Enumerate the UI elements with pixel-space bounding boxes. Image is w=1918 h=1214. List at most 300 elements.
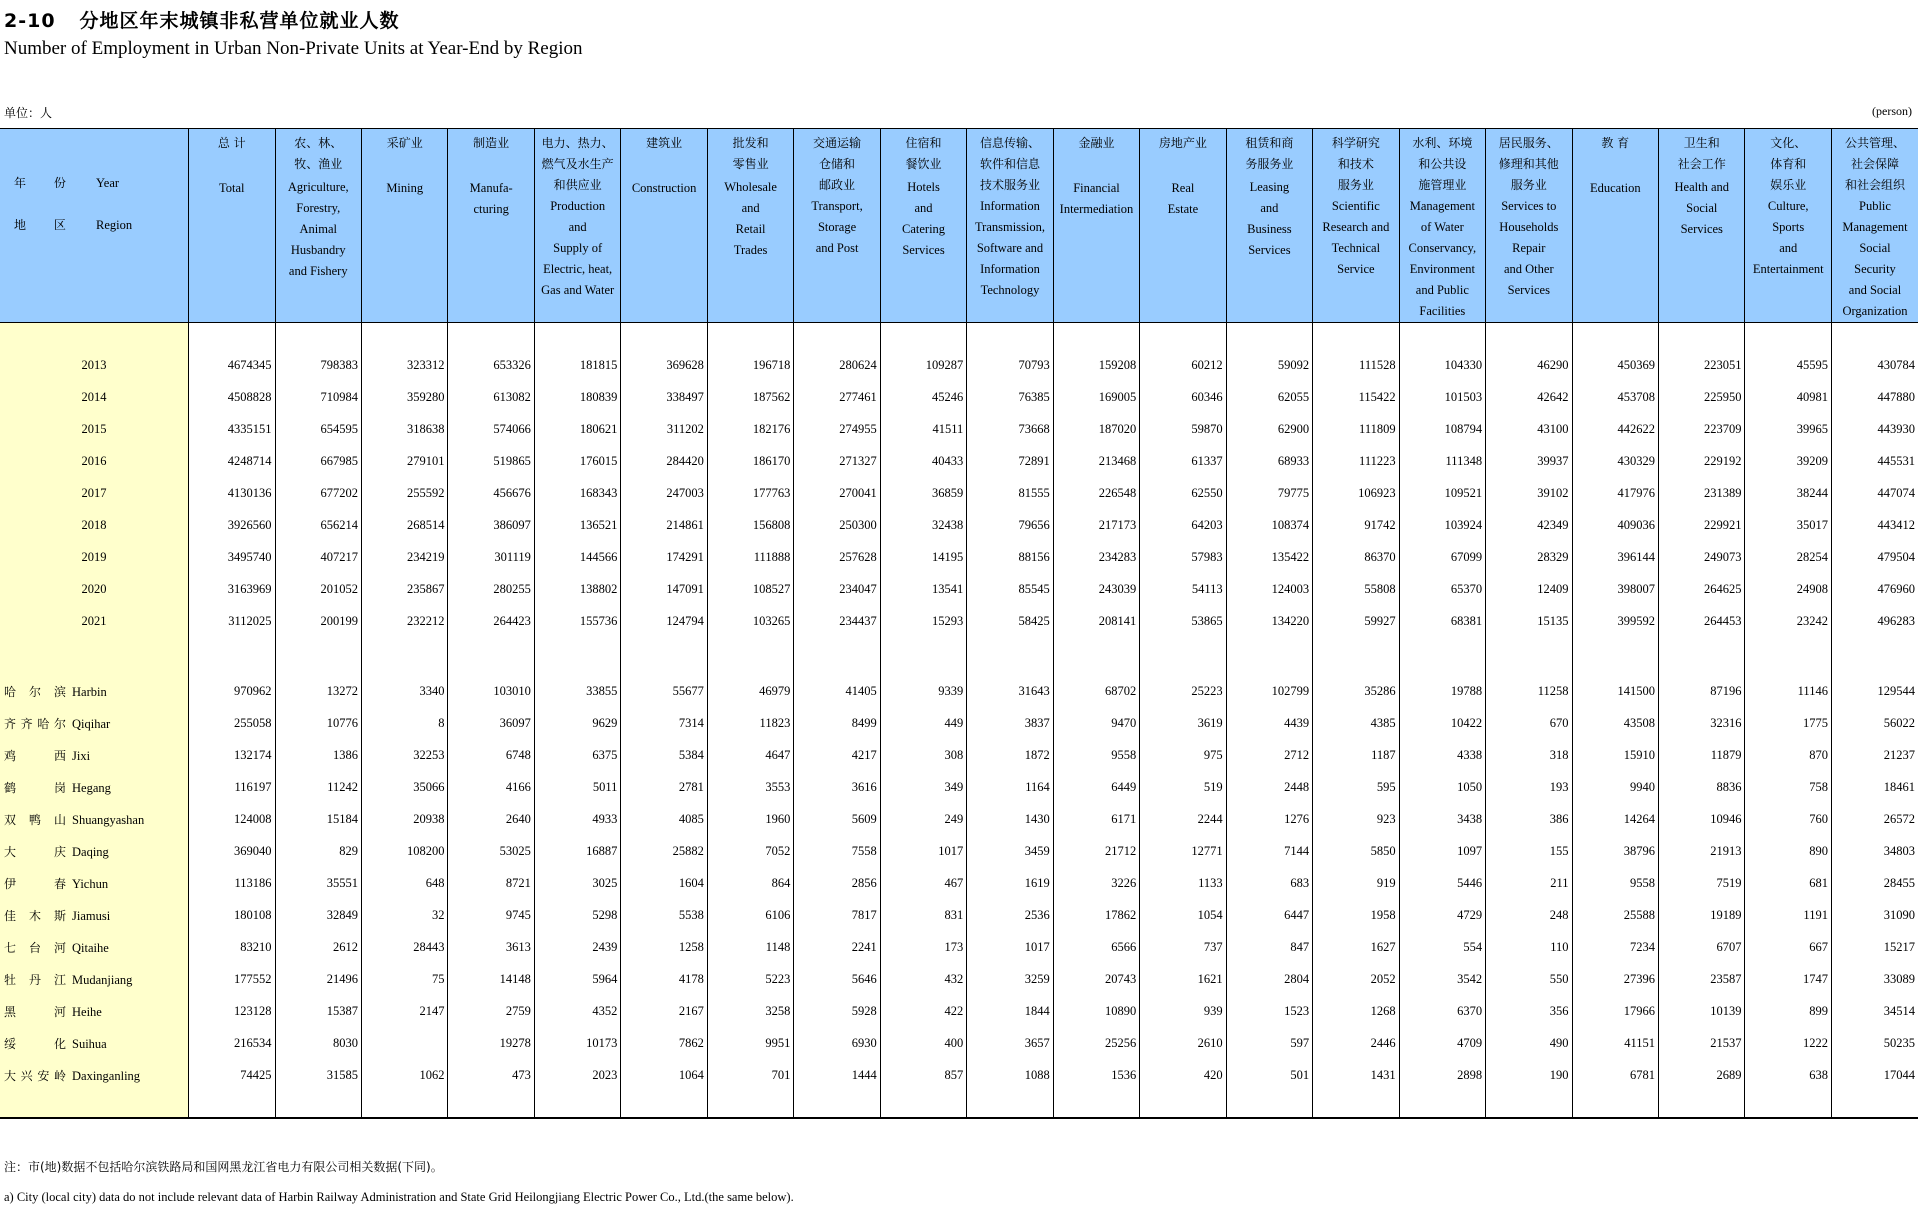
value-cell: 39102 <box>1486 477 1572 509</box>
value-cell: 108374 <box>1226 509 1312 541</box>
empty-cell <box>1745 637 1831 675</box>
empty-cell <box>0 1091 189 1118</box>
value-cell: 32253 <box>361 739 447 771</box>
empty-cell <box>189 637 275 675</box>
table-row <box>0 413 1918 445</box>
value-cell: 3112025 <box>189 605 275 637</box>
value-cell: 6449 <box>1053 771 1139 803</box>
table-row <box>0 867 1918 899</box>
empty-cell <box>1486 323 1572 350</box>
value-cell: 4217 <box>794 739 880 771</box>
value-cell: 249 <box>880 803 966 835</box>
value-cell: 554 <box>1399 931 1485 963</box>
value-cell: 356 <box>1486 995 1572 1027</box>
value-cell: 1621 <box>1140 963 1226 995</box>
value-cell: 229921 <box>1659 509 1745 541</box>
spacer-row <box>0 1091 1918 1118</box>
value-cell: 6707 <box>1659 931 1745 963</box>
value-cell: 399592 <box>1572 605 1658 637</box>
value-cell: 68702 <box>1053 675 1139 707</box>
value-cell: 19189 <box>1659 899 1745 931</box>
value-cell: 42349 <box>1486 509 1572 541</box>
region-name-cn: 齐齐哈尔 <box>4 716 66 731</box>
value-cell: 60212 <box>1140 349 1226 381</box>
value-cell: 111809 <box>1313 413 1399 445</box>
column-header-en: Culture, Sports and Entertainment <box>1752 199 1824 276</box>
column-header-cn: 金融业 <box>1078 136 1115 150</box>
value-cell: 91742 <box>1313 509 1399 541</box>
value-cell: 613082 <box>448 381 534 413</box>
empty-cell <box>621 1091 707 1118</box>
value-cell: 2167 <box>621 995 707 1027</box>
column-header <box>621 129 707 323</box>
value-cell: 10776 <box>275 707 361 739</box>
value-cell: 2147 <box>361 995 447 1027</box>
value-cell: 38244 <box>1745 477 1831 509</box>
region-cell <box>0 995 189 1027</box>
value-cell: 5850 <box>1313 835 1399 867</box>
table-row <box>0 381 1918 413</box>
value-cell: 14195 <box>880 541 966 573</box>
value-cell: 85545 <box>967 573 1053 605</box>
year-cell <box>0 509 189 541</box>
empty-cell <box>534 323 620 350</box>
header-year-en: Year <box>96 176 120 190</box>
value-cell: 247003 <box>621 477 707 509</box>
region-name-cn: 大庆 <box>4 844 66 859</box>
value-cell: 64203 <box>1140 509 1226 541</box>
empty-cell <box>1140 637 1226 675</box>
value-cell: 923 <box>1313 803 1399 835</box>
value-cell: 53865 <box>1140 605 1226 637</box>
value-cell: 72891 <box>967 445 1053 477</box>
value-cell: 115422 <box>1313 381 1399 413</box>
column-header <box>707 129 793 323</box>
column-header-en: Construction <box>631 181 697 195</box>
value-cell: 111348 <box>1399 445 1485 477</box>
value-cell: 124003 <box>1226 573 1312 605</box>
empty-cell <box>1486 637 1572 675</box>
value-cell: 9745 <box>448 899 534 931</box>
value-cell: 200199 <box>275 605 361 637</box>
value-cell: 109287 <box>880 349 966 381</box>
value-cell: 939 <box>1140 995 1226 1027</box>
table-row <box>0 931 1918 963</box>
value-cell: 1050 <box>1399 771 1485 803</box>
region-name-cn: 鹤岗 <box>4 780 66 795</box>
value-cell: 670 <box>1486 707 1572 739</box>
value-cell: 268514 <box>361 509 447 541</box>
region-name-cn: 黑河 <box>4 1004 66 1019</box>
value-cell: 1133 <box>1140 867 1226 899</box>
value-cell: 1148 <box>707 931 793 963</box>
value-cell: 2446 <box>1313 1027 1399 1059</box>
value-cell: 11146 <box>1745 675 1831 707</box>
value-cell: 20938 <box>361 803 447 835</box>
value-cell: 2439 <box>534 931 620 963</box>
value-cell: 479504 <box>1831 541 1918 573</box>
value-cell: 7862 <box>621 1027 707 1059</box>
value-cell: 11258 <box>1486 675 1572 707</box>
value-cell: 257628 <box>794 541 880 573</box>
value-cell: 38796 <box>1572 835 1658 867</box>
value-cell: 11823 <box>707 707 793 739</box>
value-cell: 456676 <box>448 477 534 509</box>
value-cell: 9940 <box>1572 771 1658 803</box>
empty-cell <box>1053 637 1139 675</box>
value-cell: 677202 <box>275 477 361 509</box>
value-cell: 6370 <box>1399 995 1485 1027</box>
value-cell: 2241 <box>794 931 880 963</box>
value-cell: 7052 <box>707 835 793 867</box>
column-header-cn: 卫生和 社会工作 <box>1677 136 1726 171</box>
value-cell: 445531 <box>1831 445 1918 477</box>
region-name-en: Suihua <box>72 1036 107 1051</box>
value-cell: 386 <box>1486 803 1572 835</box>
value-cell: 831 <box>880 899 966 931</box>
value-cell: 1097 <box>1399 835 1485 867</box>
value-cell: 28455 <box>1831 867 1918 899</box>
empty-cell <box>534 1091 620 1118</box>
value-cell: 177763 <box>707 477 793 509</box>
value-cell: 15293 <box>880 605 966 637</box>
value-cell: 2898 <box>1399 1059 1485 1091</box>
value-cell: 4085 <box>621 803 707 835</box>
year-cell <box>0 445 189 477</box>
column-header <box>880 129 966 323</box>
value-cell: 32438 <box>880 509 966 541</box>
value-cell: 173 <box>880 931 966 963</box>
column-header-en: Management of Water Conservancy, Environment and Public Facilities <box>1408 199 1477 318</box>
value-cell: 15184 <box>275 803 361 835</box>
column-header-en: Scientific Research and Technical Service <box>1322 199 1390 276</box>
value-cell: 41511 <box>880 413 966 445</box>
value-cell: 1431 <box>1313 1059 1399 1091</box>
value-cell: 21537 <box>1659 1027 1745 1059</box>
value-cell: 1430 <box>967 803 1053 835</box>
value-cell: 3258 <box>707 995 793 1027</box>
value-cell: 79775 <box>1226 477 1312 509</box>
value-cell: 857 <box>880 1059 966 1091</box>
value-cell: 249073 <box>1659 541 1745 573</box>
value-cell: 129544 <box>1831 675 1918 707</box>
value-cell: 3259 <box>967 963 1053 995</box>
value-cell: 1960 <box>707 803 793 835</box>
empty-cell <box>707 1091 793 1118</box>
column-header <box>1745 129 1831 323</box>
empty-cell <box>448 637 534 675</box>
column-header-cn: 水利、环境 和公共设 施管理业 <box>1412 136 1473 192</box>
value-cell: 106923 <box>1313 477 1399 509</box>
value-cell: 59092 <box>1226 349 1312 381</box>
value-cell: 443930 <box>1831 413 1918 445</box>
value-cell: 8499 <box>794 707 880 739</box>
value-cell: 62055 <box>1226 381 1312 413</box>
value-cell: 10139 <box>1659 995 1745 1027</box>
value-cell: 116197 <box>189 771 275 803</box>
value-cell: 21913 <box>1659 835 1745 867</box>
column-header <box>1659 129 1745 323</box>
column-header <box>1313 129 1399 323</box>
value-cell: 6930 <box>794 1027 880 1059</box>
header-region-en: Region <box>96 218 133 232</box>
value-cell: 32849 <box>275 899 361 931</box>
value-cell: 422 <box>880 995 966 1027</box>
value-cell: 2689 <box>1659 1059 1745 1091</box>
value-cell: 274955 <box>794 413 880 445</box>
value-cell: 109521 <box>1399 477 1485 509</box>
column-header-en: Real Estate <box>1167 181 1199 216</box>
empty-cell <box>967 323 1053 350</box>
unit-label-en: (person) <box>1872 104 1912 118</box>
value-cell: 890 <box>1745 835 1831 867</box>
region-name-en: Mudanjiang <box>72 972 133 987</box>
value-cell: 123128 <box>189 995 275 1027</box>
empty-cell <box>1831 323 1918 350</box>
value-cell: 3025 <box>534 867 620 899</box>
value-cell: 108794 <box>1399 413 1485 445</box>
value-cell: 226548 <box>1053 477 1139 509</box>
value-cell: 67099 <box>1399 541 1485 573</box>
value-cell: 9558 <box>1572 867 1658 899</box>
value-cell: 2448 <box>1226 771 1312 803</box>
value-cell: 234047 <box>794 573 880 605</box>
value-cell: 264423 <box>448 605 534 637</box>
value-cell: 4647 <box>707 739 793 771</box>
value-cell: 40433 <box>880 445 966 477</box>
value-cell: 43508 <box>1572 707 1658 739</box>
empty-cell <box>1659 637 1745 675</box>
column-header-en: Hotels and Catering Services <box>902 180 946 257</box>
header-year-cn: 年 份 <box>14 176 78 190</box>
empty-cell <box>794 637 880 675</box>
value-cell: 3616 <box>794 771 880 803</box>
value-cell: 23587 <box>1659 963 1745 995</box>
value-cell: 54113 <box>1140 573 1226 605</box>
value-cell: 232212 <box>361 605 447 637</box>
year-label: 2014 <box>81 389 107 404</box>
value-cell: 648 <box>361 867 447 899</box>
value-cell: 28443 <box>361 931 447 963</box>
value-cell: 12771 <box>1140 835 1226 867</box>
column-header-cn: 建筑业 <box>646 136 683 150</box>
value-cell: 7234 <box>1572 931 1658 963</box>
empty-cell <box>1486 1091 1572 1118</box>
empty-cell <box>967 1091 1053 1118</box>
value-cell: 5011 <box>534 771 620 803</box>
value-cell: 25256 <box>1053 1027 1139 1059</box>
header-row <box>0 129 1918 323</box>
year-label: 2013 <box>81 357 107 372</box>
empty-cell <box>880 1091 966 1118</box>
value-cell: 847 <box>1226 931 1312 963</box>
empty-cell <box>880 637 966 675</box>
region-cell <box>0 803 189 835</box>
table-row <box>0 675 1918 707</box>
value-cell: 386097 <box>448 509 534 541</box>
value-cell: 3613 <box>448 931 534 963</box>
empty-cell <box>448 1091 534 1118</box>
region-cell <box>0 899 189 931</box>
value-cell: 420 <box>1140 1059 1226 1091</box>
value-cell: 41151 <box>1572 1027 1658 1059</box>
value-cell: 234437 <box>794 605 880 637</box>
value-cell: 349 <box>880 771 966 803</box>
value-cell: 17862 <box>1053 899 1139 931</box>
value-cell: 409036 <box>1572 509 1658 541</box>
value-cell: 4729 <box>1399 899 1485 931</box>
value-cell: 2610 <box>1140 1027 1226 1059</box>
value-cell: 27396 <box>1572 963 1658 995</box>
empty-cell <box>189 1091 275 1118</box>
empty-cell <box>275 637 361 675</box>
region-name-cn: 佳木斯 <box>4 908 66 923</box>
column-header-en: Total <box>219 181 245 195</box>
value-cell: 597 <box>1226 1027 1312 1059</box>
value-cell: 87196 <box>1659 675 1745 707</box>
value-cell: 60346 <box>1140 381 1226 413</box>
year-label: 2017 <box>81 485 107 500</box>
value-cell: 53025 <box>448 835 534 867</box>
column-header <box>534 129 620 323</box>
value-cell: 2640 <box>448 803 534 835</box>
value-cell: 111888 <box>707 541 793 573</box>
value-cell: 32316 <box>1659 707 1745 739</box>
table-body <box>0 323 1918 1119</box>
value-cell: 15387 <box>275 995 361 1027</box>
value-cell: 11242 <box>275 771 361 803</box>
value-cell: 8030 <box>275 1027 361 1059</box>
value-cell: 10946 <box>1659 803 1745 835</box>
value-cell: 180108 <box>189 899 275 931</box>
spacer-row <box>0 323 1918 350</box>
value-cell: 56022 <box>1831 707 1918 739</box>
table-row <box>0 1027 1918 1059</box>
empty-cell <box>1313 1091 1399 1118</box>
value-cell: 25223 <box>1140 675 1226 707</box>
value-cell: 396144 <box>1572 541 1658 573</box>
value-cell: 519865 <box>448 445 534 477</box>
empty-cell <box>1572 637 1658 675</box>
value-cell: 15135 <box>1486 605 1572 637</box>
value-cell: 144566 <box>534 541 620 573</box>
region-cell <box>0 1059 189 1091</box>
value-cell: 1775 <box>1745 707 1831 739</box>
value-cell: 4352 <box>534 995 620 1027</box>
empty-cell <box>707 323 793 350</box>
value-cell: 1523 <box>1226 995 1312 1027</box>
value-cell: 83210 <box>189 931 275 963</box>
table-row <box>0 963 1918 995</box>
value-cell: 280624 <box>794 349 880 381</box>
value-cell: 103265 <box>707 605 793 637</box>
value-cell: 42642 <box>1486 381 1572 413</box>
value-cell: 318638 <box>361 413 447 445</box>
value-cell: 110 <box>1486 931 1572 963</box>
spacer-row <box>0 637 1918 675</box>
region-name-cn: 大兴安岭 <box>4 1068 66 1083</box>
year-label: 2018 <box>81 517 107 532</box>
value-cell: 9629 <box>534 707 620 739</box>
value-cell: 13272 <box>275 675 361 707</box>
value-cell: 250300 <box>794 509 880 541</box>
region-cell <box>0 739 189 771</box>
value-cell: 182176 <box>707 413 793 445</box>
value-cell: 4439 <box>1226 707 1312 739</box>
value-cell: 1268 <box>1313 995 1399 1027</box>
empty-cell <box>1831 637 1918 675</box>
value-cell: 59927 <box>1313 605 1399 637</box>
value-cell: 277461 <box>794 381 880 413</box>
value-cell: 1276 <box>1226 803 1312 835</box>
year-cell <box>0 413 189 445</box>
empty-cell <box>1659 1091 1745 1118</box>
column-header-en: Mining <box>386 181 424 195</box>
column-header-cn: 信息传输、 软件和信息 技术服务业 <box>979 136 1040 192</box>
value-cell: 147091 <box>621 573 707 605</box>
value-cell: 701 <box>707 1059 793 1091</box>
value-cell: 270041 <box>794 477 880 509</box>
region-name-en: Heihe <box>72 1004 102 1019</box>
value-cell: 57983 <box>1140 541 1226 573</box>
column-header-cn: 采矿业 <box>386 136 423 150</box>
value-cell: 323312 <box>361 349 447 381</box>
region-name-en: Yichun <box>72 876 109 891</box>
value-cell: 169005 <box>1053 381 1139 413</box>
value-cell: 1604 <box>621 867 707 899</box>
region-name-cn: 双鸭山 <box>4 812 66 827</box>
value-cell: 213468 <box>1053 445 1139 477</box>
value-cell: 311202 <box>621 413 707 445</box>
value-cell: 35551 <box>275 867 361 899</box>
value-cell: 1064 <box>621 1059 707 1091</box>
value-cell: 1872 <box>967 739 1053 771</box>
value-cell: 155 <box>1486 835 1572 867</box>
value-cell: 7558 <box>794 835 880 867</box>
value-cell: 432 <box>880 963 966 995</box>
column-header-en: Services to Households Repair and Other Services <box>1499 199 1559 297</box>
value-cell: 35017 <box>1745 509 1831 541</box>
value-cell: 2023 <box>534 1059 620 1091</box>
footnote-en: a) City (local city) data do not include relevant data of Harbin Railway Administration and State Grid Heilongjiang Electric Power Co., Ltd.(the same below). <box>4 1190 794 1204</box>
value-cell: 3438 <box>1399 803 1485 835</box>
value-cell: 2244 <box>1140 803 1226 835</box>
value-cell: 899 <box>1745 995 1831 1027</box>
value-cell: 155736 <box>534 605 620 637</box>
column-header-en: Information Transmission, Software and Information Technology <box>974 199 1046 297</box>
value-cell: 280255 <box>448 573 534 605</box>
value-cell: 1062 <box>361 1059 447 1091</box>
value-cell: 1187 <box>1313 739 1399 771</box>
value-cell: 5298 <box>534 899 620 931</box>
value-cell: 870 <box>1745 739 1831 771</box>
value-cell: 10422 <box>1399 707 1485 739</box>
value-cell: 21237 <box>1831 739 1918 771</box>
value-cell: 104330 <box>1399 349 1485 381</box>
value-cell: 2781 <box>621 771 707 803</box>
value-cell: 683 <box>1226 867 1312 899</box>
column-header <box>189 129 275 323</box>
value-cell: 4178 <box>621 963 707 995</box>
value-cell: 76385 <box>967 381 1053 413</box>
column-header-en: Financial Intermediation <box>1059 181 1134 216</box>
value-cell: 103010 <box>448 675 534 707</box>
table-row <box>0 835 1918 867</box>
value-cell: 5538 <box>621 899 707 931</box>
value-cell: 7144 <box>1226 835 1312 867</box>
value-cell: 407217 <box>275 541 361 573</box>
value-cell: 400 <box>880 1027 966 1059</box>
